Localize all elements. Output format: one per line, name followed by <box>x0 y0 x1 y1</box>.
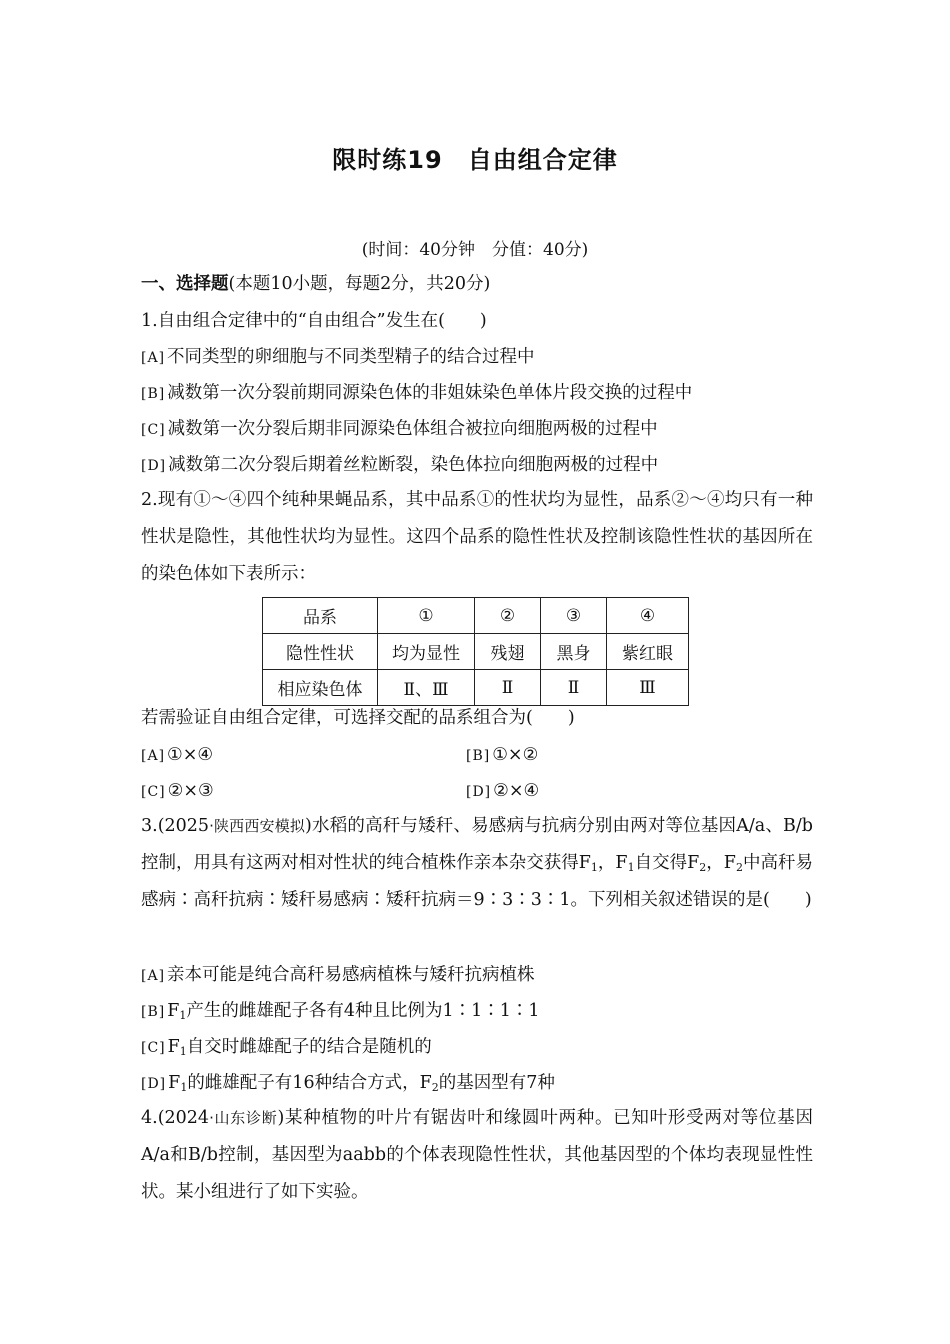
question-2-option-c <box>141 779 441 804</box>
question-2-option-b <box>466 743 538 768</box>
option-text: ②×④ <box>493 781 540 801</box>
table-cell: Ⅲ <box>607 670 689 706</box>
question-2-option-a <box>141 743 441 768</box>
table-row <box>263 598 689 634</box>
question-2-stem: 2.现有①～④四个纯种果蝇品系，其中品系①的性状均为显性，品系②～④均只有一种性状是隐性，其他性状均为显性。这四个品系的隐性性状及控制该隐性性状的基因所在的染色体如下表所示： <box>141 490 813 584</box>
strain-table <box>262 597 689 706</box>
question-source: ·陕西西安模拟 <box>209 817 306 835</box>
subscript: 1 <box>590 861 598 874</box>
option-text: ①×④ <box>167 745 214 765</box>
option-tag: [C] <box>141 422 166 438</box>
question-number: 3.(2025 <box>141 816 210 836</box>
question-source: ·山东诊断 <box>209 1109 278 1127</box>
question-3-option-a <box>141 963 813 988</box>
section-heading <box>141 272 813 296</box>
option-text: ①×② <box>492 745 539 765</box>
section-label: 一、选择题 <box>141 274 229 294</box>
question-3-option-b <box>141 999 813 1024</box>
subscript: 1 <box>179 1009 187 1022</box>
option-text: ②×③ <box>167 781 214 801</box>
option-text: 减数第二次分裂后期着丝粒断裂，染色体拉向细胞两极的过程中 <box>168 455 659 475</box>
table-cell: 隐性性状 <box>263 634 378 670</box>
option-text: 自交时雌雄配子的结合是随机的 <box>186 1037 432 1057</box>
option-tag: [D] <box>466 784 492 800</box>
subscript: 2 <box>699 861 707 874</box>
table-cell: ① <box>378 598 475 634</box>
option-tag: [C] <box>141 784 166 800</box>
stem-text: ，F <box>706 853 736 873</box>
option-tag: [D] <box>141 1076 167 1092</box>
question-1-option-a <box>141 345 813 370</box>
table-cell: ④ <box>607 598 689 634</box>
table-cell: 品系 <box>263 598 378 634</box>
table-cell: 紫红眼 <box>607 634 689 670</box>
option-tag: [B] <box>141 386 166 402</box>
page-title: 限时练19 自由组合定律 <box>332 146 618 174</box>
option-tag: [B] <box>466 748 491 764</box>
question-number: 4.(2024 <box>141 1108 210 1128</box>
subscript: 2 <box>735 861 743 874</box>
subscript: 2 <box>431 1081 439 1094</box>
table-row <box>263 670 689 706</box>
question-2-option-d <box>466 779 539 804</box>
table-cell: 相应染色体 <box>263 670 378 706</box>
option-tag: [A] <box>141 748 166 764</box>
table-cell: ② <box>475 598 541 634</box>
option-text: 的基因型有7种 <box>438 1073 555 1093</box>
question-3-option-c <box>141 1035 813 1060</box>
option-tag: [D] <box>141 458 167 474</box>
table-cell: 残翅 <box>475 634 541 670</box>
question-2-question: 若需验证自由组合定律，可选择交配的品系组合为( ) <box>141 708 575 728</box>
question-1-option-c <box>141 417 813 442</box>
question-1-stem: 1.自由组合定律中的“自由组合”发生在( ) <box>141 311 487 331</box>
option-text: 减数第一次分裂后期非同源染色体组合被拉向细胞两极的过程中 <box>167 419 658 439</box>
time-score-info: (时间：40分钟 分值：40分) <box>361 240 589 260</box>
option-text: F <box>168 1073 181 1093</box>
question-1-option-b <box>141 381 813 406</box>
subscript: 1 <box>627 861 635 874</box>
option-tag: [A] <box>141 968 166 984</box>
option-text: 不同类型的卵细胞与不同类型精子的结合过程中 <box>167 347 535 367</box>
question-3-option-d <box>141 1071 813 1096</box>
stem-text: 中高秆易感病∶高秆抗病∶矮秆易感病∶矮秆抗病＝9∶3∶3∶1。下列相关叙述错误的是( ) <box>141 853 813 910</box>
option-tag: [C] <box>141 1040 166 1056</box>
option-text: F <box>167 1037 180 1057</box>
section-note: (本题10小题，每题2分，共20分) <box>228 274 491 294</box>
subscript: 1 <box>179 1045 187 1058</box>
option-text: 的雌雄配子有16种结合方式，F <box>187 1073 432 1093</box>
table-row <box>263 634 689 670</box>
subscript: 1 <box>180 1081 188 1094</box>
stem-text: 自交得F <box>634 853 700 873</box>
table-cell: ③ <box>541 598 607 634</box>
option-tag: [A] <box>141 350 166 366</box>
stem-text: ，F <box>597 853 628 873</box>
question-1-option-d <box>141 453 813 478</box>
option-text: 减数第一次分裂前期同源染色体的非姐妹染色单体片段交换的过程中 <box>167 383 693 403</box>
option-text: 亲本可能是纯合高秆易感病植株与矮秆抗病植株 <box>167 965 535 985</box>
option-tag: [B] <box>141 1004 166 1020</box>
stem-text: )水稻的高秆与矮秆、易感病与抗病分别由两对等位基因A/a、B/b控制，用具有这两对相对性状的纯合植株作亲本杂交获得F <box>141 816 813 873</box>
option-text: 产生的雌雄配子各有4种且比例为1∶1∶1∶1 <box>186 1001 540 1021</box>
table-cell: 均为显性 <box>378 634 475 670</box>
option-text: F <box>167 1001 180 1021</box>
stem-text: )某种植物的叶片有锯齿叶和缘圆叶两种。已知叶形受两对等位基因A/a和B/b控制，基因型为aabb的个体表现隐性性状，其他基因型的个体均表现显性性状。某小组进行了如下实验。 <box>141 1108 813 1202</box>
question-4-stem <box>141 1100 813 1211</box>
question-3-stem <box>141 808 813 919</box>
table-cell: Ⅱ、Ⅲ <box>378 670 475 706</box>
table-cell: Ⅱ <box>475 670 541 706</box>
table-cell: 黑身 <box>541 634 607 670</box>
table-cell: Ⅱ <box>541 670 607 706</box>
